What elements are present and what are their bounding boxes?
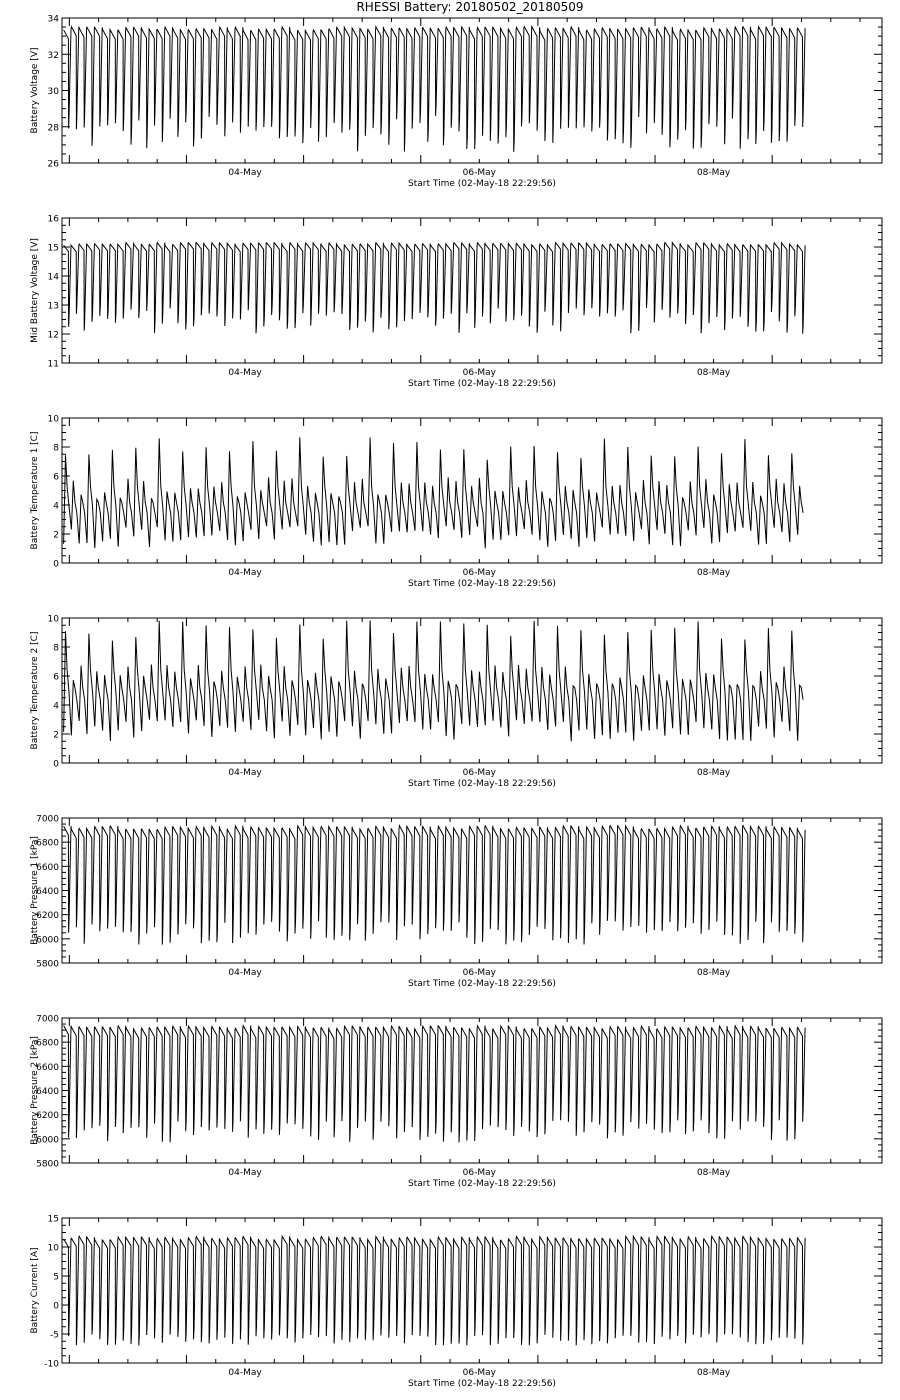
y-tick-label: 15 [47, 1214, 59, 1225]
panel-5 [30, 815, 882, 990]
y-axis-label: Battery Current [A] [30, 1247, 40, 1334]
y-tick-label: 7000 [36, 814, 59, 825]
y-tick-label: 15 [47, 243, 59, 254]
x-tick-label: 06-May [462, 568, 496, 578]
y-tick-label: 6 [53, 472, 59, 483]
x-axis-label: Start Time (02-May-18 22:29:56) [408, 779, 556, 789]
panel-1 [30, 15, 882, 190]
series-line [64, 1026, 806, 1143]
y-tick-label: 4 [53, 701, 59, 712]
y-tick-label: 6600 [36, 1062, 59, 1073]
y-tick-label: 6600 [36, 862, 59, 873]
x-axis-label: Start Time (02-May-18 22:29:56) [408, 379, 556, 389]
series-line [64, 27, 806, 152]
plot-frame [62, 818, 882, 963]
y-tick-label: 6400 [36, 1087, 59, 1097]
panel-3 [30, 415, 882, 590]
panel-6 [30, 1015, 882, 1190]
y-tick-label: 26 [47, 159, 59, 170]
x-tick-label: 08-May [696, 968, 731, 978]
x-tick-label: 06-May [462, 168, 496, 178]
series-line [64, 826, 806, 945]
series-line [64, 1236, 806, 1345]
plot-frame [62, 18, 882, 163]
y-tick-label: 2 [53, 530, 59, 541]
x-tick-label: 04-May [228, 1168, 262, 1178]
y-tick-label: 4 [53, 501, 59, 512]
x-axis-label: Start Time (02-May-18 22:29:56) [408, 1379, 556, 1389]
panel-2 [30, 215, 882, 390]
x-tick-label: 08-May [696, 768, 731, 778]
y-tick-label: 12 [47, 330, 59, 341]
x-tick-label: 06-May [462, 768, 496, 778]
y-tick-label: 11 [47, 359, 59, 370]
series-line [64, 243, 806, 334]
y-tick-label: 13 [47, 301, 59, 312]
y-tick-label: 6200 [36, 1111, 59, 1122]
y-tick-label: -10 [44, 1359, 59, 1370]
x-tick-label: 06-May [462, 368, 496, 378]
y-tick-label: 7000 [36, 1014, 59, 1025]
x-tick-label: 06-May [462, 1168, 496, 1178]
x-axis-label: Start Time (02-May-18 22:29:56) [408, 979, 556, 989]
y-tick-label: 16 [47, 214, 59, 225]
x-tick-label: 04-May [228, 1368, 262, 1378]
y-tick-label: 5 [53, 1272, 59, 1283]
y-tick-label: 10 [47, 414, 59, 425]
y-axis-label: Battery Temperature 2 [C] [30, 631, 40, 750]
y-tick-label: 10 [47, 1243, 59, 1254]
y-tick-label: 34 [47, 14, 59, 25]
y-tick-label: 0 [53, 1301, 59, 1312]
plot-frame [62, 618, 882, 763]
panel-7 [30, 1215, 882, 1390]
y-tick-label: 6800 [36, 1038, 59, 1049]
x-axis-label: Start Time (02-May-18 22:29:56) [408, 179, 556, 189]
x-axis-label: Start Time (02-May-18 22:29:56) [408, 579, 556, 589]
plot-frame [62, 1018, 882, 1163]
y-tick-label: 5800 [36, 1159, 59, 1170]
y-tick-label: -5 [50, 1330, 59, 1341]
x-tick-label: 04-May [228, 768, 262, 778]
y-tick-label: 30 [47, 87, 59, 97]
y-tick-label: 14 [47, 272, 59, 283]
y-tick-label: 6400 [36, 887, 59, 897]
y-tick-label: 6800 [36, 838, 59, 849]
y-tick-label: 6000 [36, 935, 59, 946]
x-axis-label: Start Time (02-May-18 22:29:56) [408, 1179, 556, 1189]
y-tick-label: 8 [53, 643, 59, 654]
y-tick-label: 0 [53, 559, 59, 570]
y-tick-label: 8 [53, 443, 59, 454]
x-tick-label: 06-May [462, 1368, 496, 1378]
y-axis-label: Battery Pressure 2 [kPa] [30, 1036, 40, 1145]
y-tick-label: 10 [47, 614, 59, 625]
x-tick-label: 06-May [462, 968, 496, 978]
series-line [64, 620, 804, 741]
y-tick-label: 2 [53, 730, 59, 741]
page-title: RHESSI Battery: 20180502_20180509 [356, 0, 584, 14]
x-tick-label: 08-May [696, 568, 731, 578]
x-tick-label: 08-May [696, 368, 731, 378]
y-tick-label: 28 [47, 123, 59, 134]
y-tick-label: 6000 [36, 1135, 59, 1146]
x-tick-label: 04-May [228, 368, 262, 378]
panel-4 [30, 615, 882, 790]
x-tick-label: 08-May [696, 1368, 731, 1378]
y-axis-label: Battery Voltage [V] [30, 47, 40, 134]
series-line [64, 437, 804, 548]
y-axis-label: Mid Battery Voltage [V] [30, 238, 40, 343]
plot-frame [62, 218, 882, 363]
x-tick-label: 04-May [228, 968, 262, 978]
y-tick-label: 6 [53, 672, 59, 683]
x-tick-label: 08-May [696, 1168, 731, 1178]
x-tick-label: 04-May [228, 168, 262, 178]
x-tick-label: 08-May [696, 168, 731, 178]
y-tick-label: 32 [47, 50, 59, 61]
y-tick-label: 5800 [36, 959, 59, 970]
y-tick-label: 0 [53, 759, 59, 770]
x-tick-label: 04-May [228, 568, 262, 578]
y-axis-label: Battery Pressure 1 [kPa] [30, 836, 40, 945]
y-tick-label: 6200 [36, 911, 59, 922]
y-axis-label: Battery Temperature 1 [C] [30, 431, 40, 550]
